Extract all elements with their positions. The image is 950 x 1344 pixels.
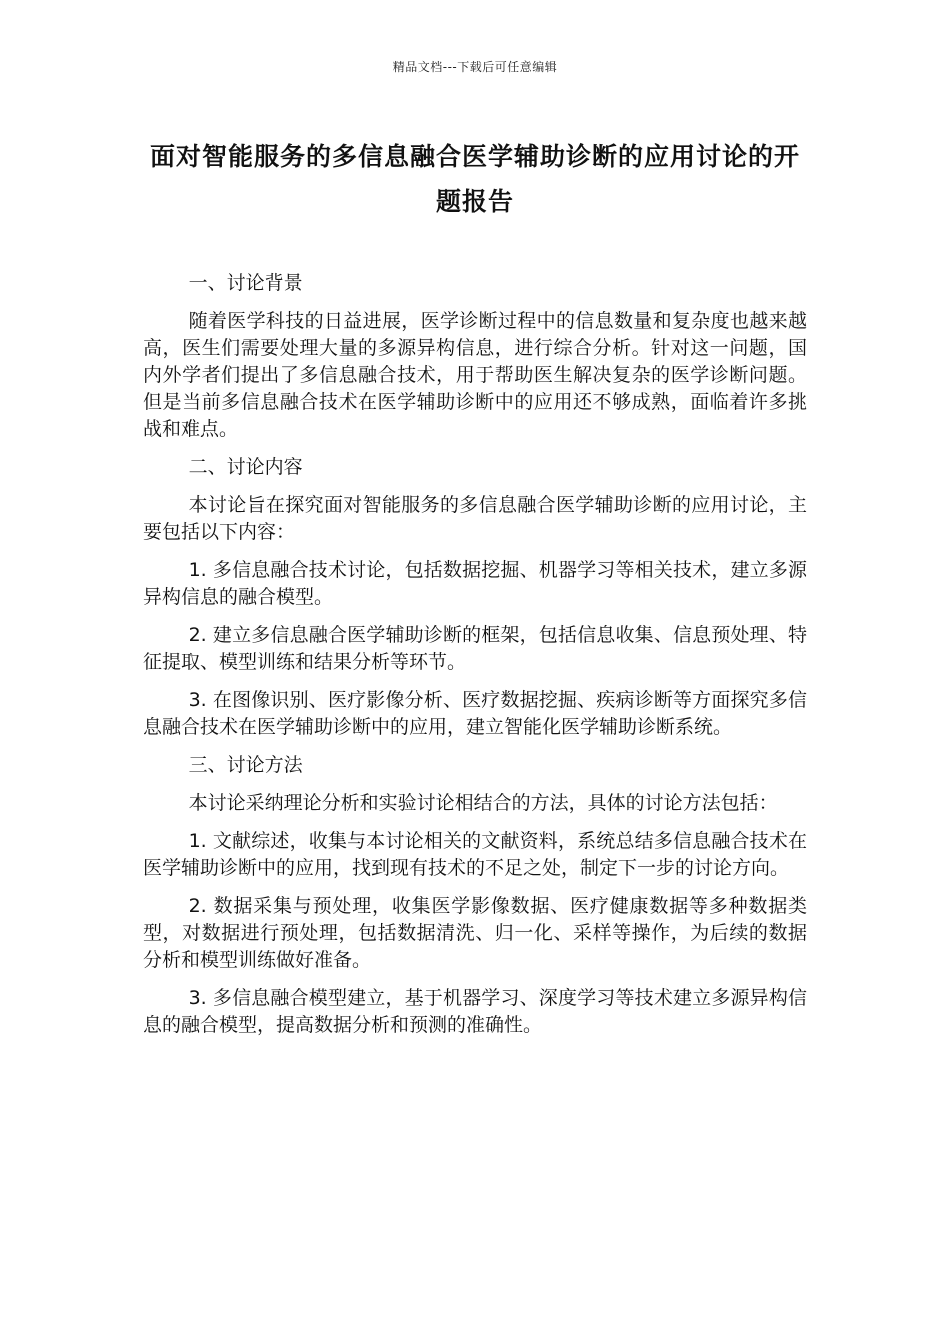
list-item-method-3: 3. 多信息融合模型建立，基于机器学习、深度学习等技术建立多源异构信息的融合模型，提高数据分析和预测的准确性。 <box>143 987 807 1036</box>
document-title: 面对智能服务的多信息融合医学辅助诊断的应用讨论的开题报告 <box>149 142 800 216</box>
list-item-method-2: 2. 数据采集与预处理，收集医学影像数据、医疗健康数据等多种数据类型，对数据进行预处理，包括数据清洗、归一化、采样等操作，为后续的数据分析和模型训练做好准备。 <box>143 895 807 971</box>
list-item-method-1: 1. 文献综述，收集与本讨论相关的文献资料，系统总结多信息融合技术在医学辅助诊断中的应用，找到现有技术的不足之处，制定下一步的讨论方向。 <box>143 830 807 879</box>
paragraph-methods-intro: 本讨论采纳理论分析和实验讨论相结合的方法，具体的讨论方法包括： <box>188 792 778 814</box>
list-item-content-3: 3. 在图像识别、医疗影像分析、医疗数据挖掘、疾病诊断等方面探究多信息融合技术在医学辅助诊断中的应用，建立智能化医学辅助诊断系统。 <box>143 689 807 738</box>
section-heading-methods: 三、讨论方法 <box>188 754 303 776</box>
paragraph-content-intro: 本讨论旨在探究面对智能服务的多信息融合医学辅助诊断的应用讨论，主要包括以下内容： <box>143 494 807 543</box>
document-body <box>143 270 807 1050</box>
paragraph-background: 随着医学科技的日益进展，医学诊断过程中的信息数量和复杂度也越来越高，医生们需要处理大量的多源异构信息，进行综合分析。针对这一问题，国内外学者们提出了多信息融合技术，用于帮助医生解决复杂的医学诊断问题。但是当前多信息融合技术在医学辅助诊断中的应用还不够成熟，面临着许多挑战和难点。 <box>143 310 807 440</box>
section-heading-background: 一、讨论背景 <box>188 272 303 294</box>
list-item-content-2: 2. 建立多信息融合医学辅助诊断的框架，包括信息收集、信息预处理、特征提取、模型训练和结果分析等环节。 <box>143 624 807 673</box>
header-note: 精品文档---下载后可任意编辑 <box>392 60 558 74</box>
list-item-content-1: 1. 多信息融合技术讨论，包括数据挖掘、机器学习等相关技术，建立多源异构信息的融合模型。 <box>143 559 807 608</box>
section-heading-content: 二、讨论内容 <box>188 456 303 478</box>
